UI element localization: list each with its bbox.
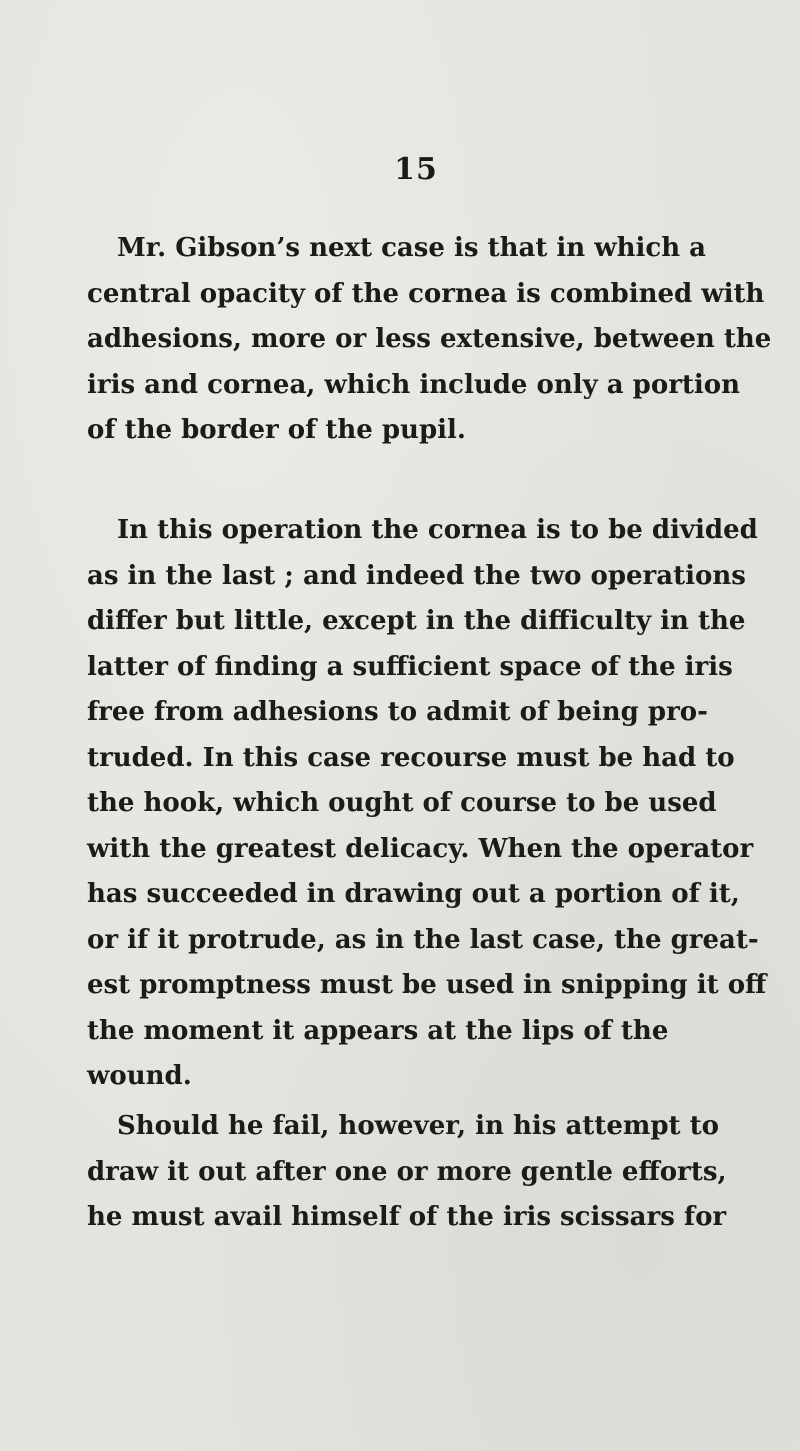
text-line: draw it out after one or more gentle efforts, [87,1156,727,1187]
text-line: of the border of the pupil. [87,415,466,445]
text-line: with the greatest delicacy. When the operator [87,833,754,864]
text-line: est promptness must be used in snipping it off [87,970,767,1000]
text-line: latter of finding a sufficient space of the iris [87,651,733,682]
text-line: the moment it appears at the lips of the [87,1015,669,1046]
paragraph-3 [87,1104,727,1241]
text-line: Mr. Gibson’s next case is that in which a [117,233,707,263]
text-line: the hook, which ought of course to be used [87,788,717,818]
paragraph-2 [87,508,767,1100]
text-line: differ but little, except in the difficulty in the [87,606,746,636]
page-number: 15 [394,152,438,187]
text-line: adhesions, more or less extensive, between the [87,324,772,354]
text-line: or if it protrude, as in the last case, the great- [87,924,759,955]
text-line: In this operation the cornea is to be divided [117,515,758,545]
text-line: as in the last ; and indeed the two operations [87,560,746,591]
text-line: iris and cornea, which include only a portion [87,369,741,400]
text-line: has succeeded in drawing out a portion of it, [87,879,740,909]
text-line: free from adhesions to admit of being pro- [87,697,708,727]
text-line: Should he fail, however, in his attempt to [117,1111,719,1141]
text-line: truded. In this case recourse must be had to [87,742,735,773]
text-line: wound. [87,1061,192,1091]
text-line: central opacity of the cornea is combined with [87,278,765,309]
paragraph-1 [87,226,772,454]
text-line: he must avail himself of the iris scissars for [87,1202,727,1232]
